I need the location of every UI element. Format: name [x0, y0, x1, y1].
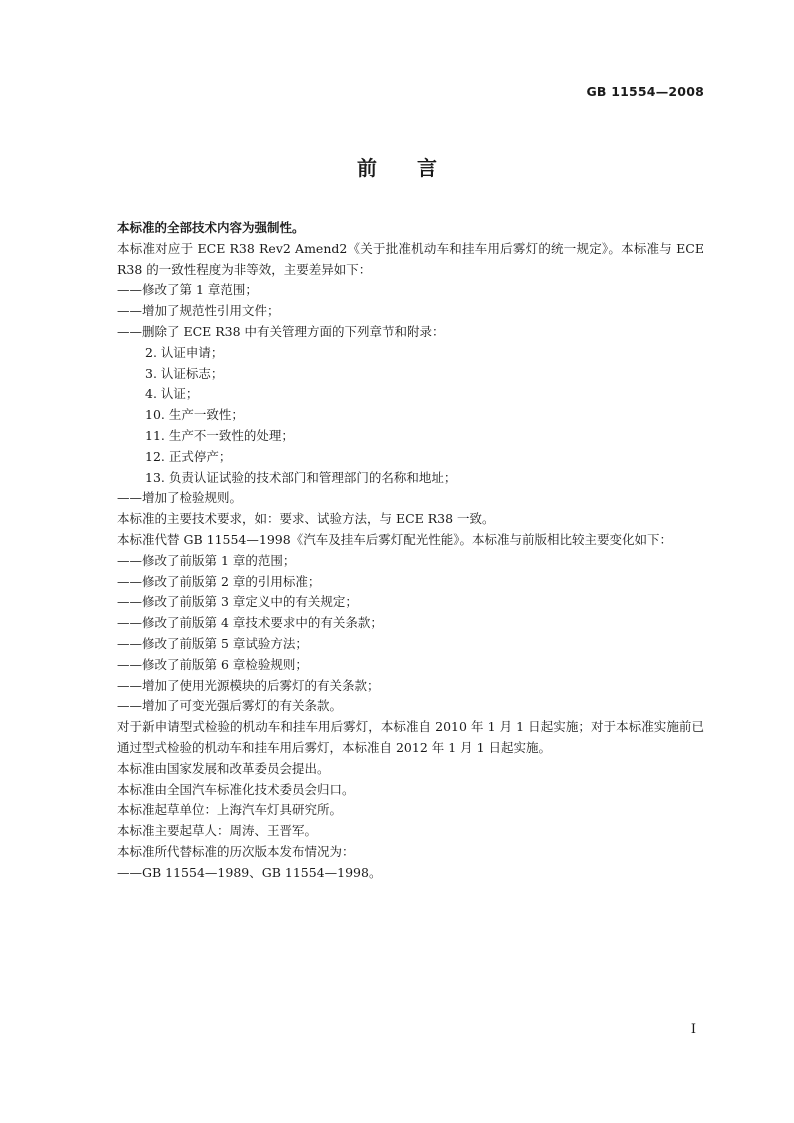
change-item: ——修改了前版第 4 章技术要求中的有关条款； — [117, 615, 383, 631]
difference-item: ——增加了规范性引用文件； — [117, 303, 280, 319]
standard-code: GB 11554—2008 — [586, 84, 704, 99]
mandatory-statement: 本标准的全部技术内容为强制性。 — [117, 220, 305, 235]
difference-item: ——增加了检验规则。 — [117, 490, 243, 506]
effective-date-paragraph: 对于新申请型式检验的机动车和挂车用后雾灯，本标准自 2010 年 1 月 1 日起实施；对于本标准实施前已通过型式检验的机动车和挂车用后雾灯，本标准自 2012 年 1 月 1 日起实施。 — [117, 719, 704, 755]
change-item: ——增加了使用光源模块的后雾灯的有关条款； — [117, 677, 380, 693]
history-item: ——GB 11554—1989、GB 11554—1998。 — [117, 864, 382, 880]
change-item: ——修改了前版第 2 章的引用标准； — [117, 573, 321, 589]
change-item: ——修改了前版第 1 章的范围； — [117, 552, 296, 568]
history-intro: 本标准所代替标准的历次版本发布情况为： — [117, 843, 355, 859]
main-drafters: 本标准主要起草人：周涛、王晋军。 — [117, 823, 318, 839]
removed-section-item: 11. 生产不一致性的处理； — [145, 427, 294, 443]
change-item: ——修改了前版第 5 章试验方法； — [117, 635, 308, 651]
removed-section-item: 2. 认证申请； — [145, 344, 224, 360]
page-title: 前言 — [357, 156, 477, 180]
proposed-by: 本标准由国家发展和改革委员会提出。 — [117, 760, 330, 776]
difference-item: ——删除了 ECE R38 中有关管理方面的下列章节和附录： — [117, 323, 445, 339]
change-item: ——修改了前版第 6 章检验规则； — [117, 656, 308, 672]
replaces-paragraph: 本标准代替 GB 11554—1998《汽车及挂车后雾灯配光性能》。本标准与前版相比较主要变化如下： — [117, 531, 672, 547]
removed-section-item: 10. 生产一致性； — [145, 407, 244, 423]
change-item: ——增加了可变光强后雾灯的有关条款。 — [117, 698, 343, 714]
difference-item: ——修改了第 1 章范围； — [117, 282, 258, 298]
centralized-by: 本标准由全国汽车标准化技术委员会归口。 — [117, 781, 355, 797]
correspondence-paragraph: 本标准对应于 ECE R38 Rev2 Amend2《关于批准机动车和挂车用后雾灯的统一规定》。本标准与 ECE R38 的一致性程度为非等效，主要差异如下： — [117, 240, 704, 277]
change-item: ——修改了前版第 3 章定义中的有关规定； — [117, 594, 358, 610]
removed-section-item: 13. 负责认证试验的技术部门和管理部门的名称和地址； — [145, 469, 457, 485]
removed-section-item: 3. 认证标志； — [145, 365, 224, 381]
main-tech-paragraph: 本标准的主要技术要求，如：要求、试验方法，与 ECE R38 一致。 — [117, 511, 495, 527]
drafting-unit: 本标准起草单位：上海汽车灯具研究所。 — [117, 802, 343, 818]
removed-section-item: 12. 正式停产； — [145, 448, 232, 464]
page-number: I — [690, 1022, 696, 1037]
removed-section-item: 4. 认证； — [145, 386, 199, 402]
document-body — [90, 218, 704, 884]
